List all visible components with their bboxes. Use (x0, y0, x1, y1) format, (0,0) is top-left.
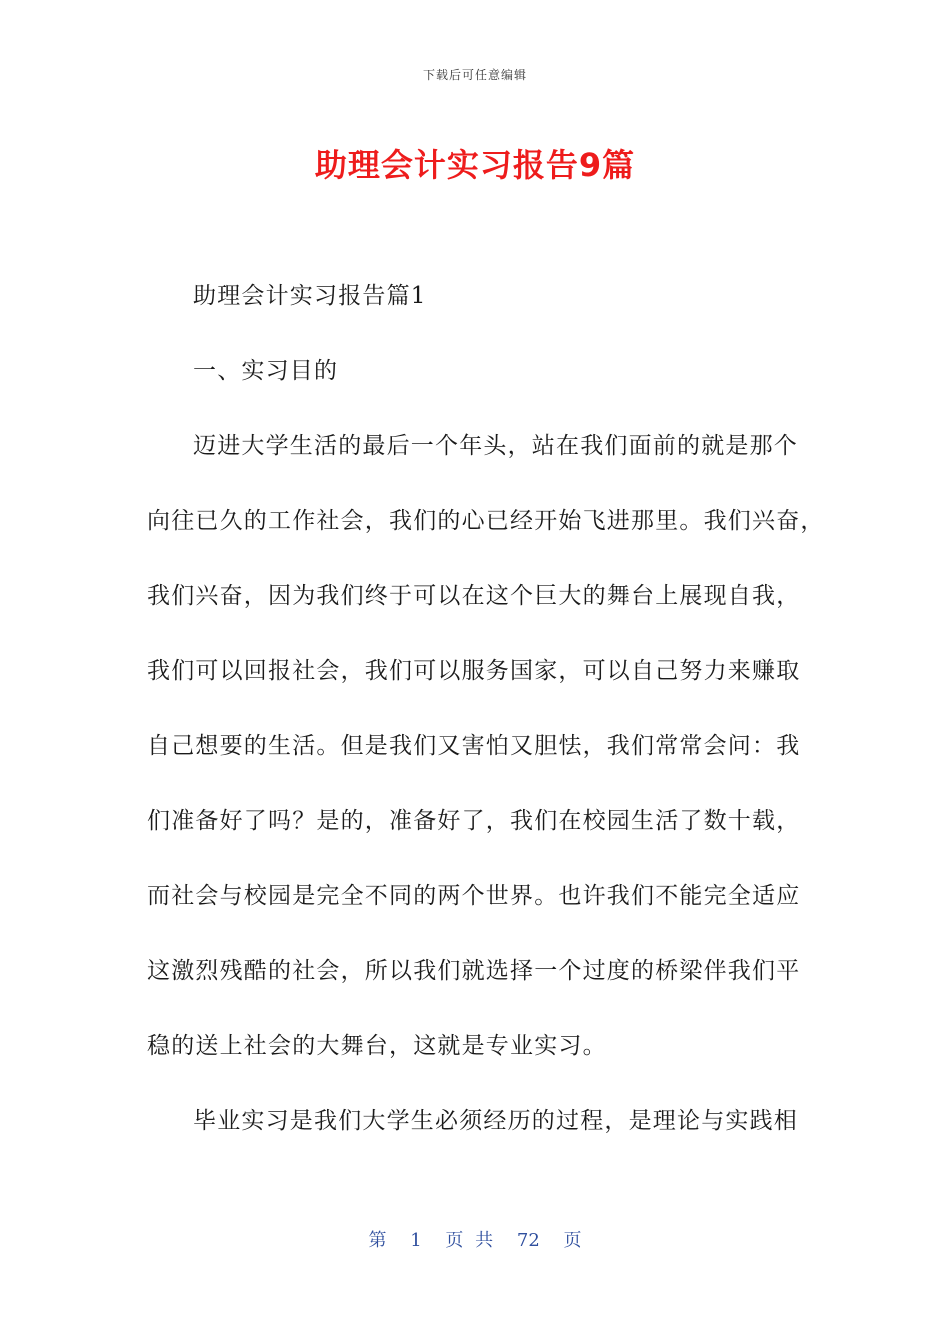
document-title: 助理会计实习报告9篇 (314, 146, 636, 184)
page-footer (0, 1226, 950, 1252)
body-line: 一、实习目的 (193, 358, 339, 384)
total-pages-number: 72 (516, 1230, 540, 1251)
page-label-prefix: 第 (368, 1230, 387, 1251)
body-line: 毕业实习是我们大学生必须经历的过程，是理论与实践相 (193, 1108, 798, 1134)
body-line: 这激烈残酷的社会，所以我们就选择一个过度的桥梁伴我们平 (147, 958, 801, 984)
body-line: 们准备好了吗？是的，准备好了，我们在校园生活了数十载， (147, 808, 801, 834)
header-note: 下载后可任意编辑 (422, 68, 527, 82)
body-line: 稳的送上社会的大舞台，这就是专业实习。 (147, 1033, 607, 1059)
body-line: 我们兴奋，因为我们终于可以在这个巨大的舞台上展现自我， (147, 583, 801, 609)
body-line: 而社会与校园是完全不同的两个世界。也许我们不能完全适应 (147, 883, 801, 909)
body-line: 自己想要的生活。但是我们又害怕又胆怯，我们常常会问：我 (147, 733, 801, 759)
body-line: 助理会计实习报告篇1 (193, 283, 427, 309)
body-line: 迈进大学生活的最后一个年头，站在我们面前的就是那个 (193, 433, 798, 459)
current-page-number: 1 (410, 1230, 422, 1251)
page-label-mid: 页 共 (445, 1230, 494, 1251)
body-line: 向往已久的工作社会，我们的心已经开始飞进那里。我们兴奋， (147, 508, 825, 534)
document-body (147, 278, 825, 1178)
body-line: 我们可以回报社会，我们可以服务国家，可以自己努力来赚取 (147, 658, 801, 684)
page-label-suffix: 页 (563, 1230, 582, 1251)
